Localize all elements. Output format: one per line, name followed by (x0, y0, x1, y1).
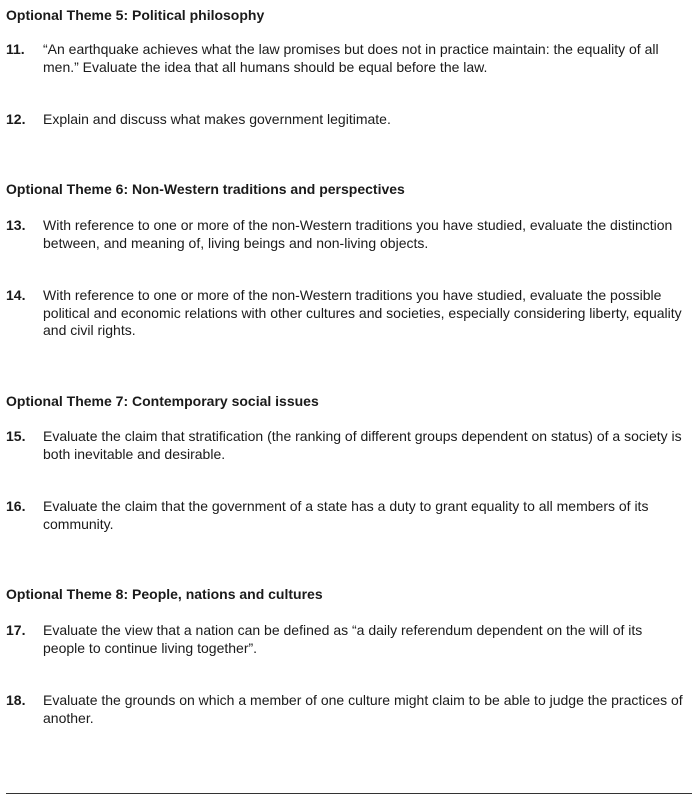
question-text: Evaluate the grounds on which a member of one culture might claim to be able to judge the practices of another. (43, 692, 683, 726)
question-11 (6, 41, 686, 76)
question-number: 15. (6, 428, 26, 444)
question-text: Evaluate the view that a nation can be defined as “a daily referendum dependent on the will of its people to continue living together”. (43, 622, 643, 656)
question-17 (6, 622, 686, 657)
question-number: 16. (6, 498, 26, 514)
question-number: 18. (6, 692, 26, 708)
footer-divider (6, 793, 692, 794)
question-number: 17. (6, 622, 26, 638)
question-text: Explain and discuss what makes government legitimate. (43, 111, 391, 127)
question-number: 12. (6, 111, 26, 127)
theme-8-heading: Optional Theme 8: People, nations and cultures (6, 586, 323, 602)
question-text: Evaluate the claim that the government of a state has a duty to grant equality to all members of its community. (43, 498, 649, 532)
theme-7-heading: Optional Theme 7: Contemporary social issues (6, 393, 319, 409)
question-14 (6, 287, 686, 340)
question-13 (6, 217, 686, 252)
question-text: With reference to one or more of the non-Western traditions you have studied, evaluate the possible political and economic relations with other cultures and societies, especially considering liberty, equality and civil rights. (43, 287, 682, 338)
question-18 (6, 692, 686, 727)
theme-6-heading: Optional Theme 6: Non-Western traditions and perspectives (6, 181, 405, 197)
question-number: 14. (6, 287, 26, 303)
question-15 (6, 428, 686, 463)
question-16 (6, 498, 686, 533)
question-number: 13. (6, 217, 26, 233)
theme-5-heading: Optional Theme 5: Political philosophy (6, 7, 265, 23)
question-number: 11. (6, 41, 25, 57)
question-text: “An earthquake achieves what the law promises but does not in practice maintain: the equality of all men.” Evaluate the idea that all humans should be equal before the law. (43, 41, 659, 75)
question-text: With reference to one or more of the non-Western traditions you have studied, evaluate the distinction between, and meaning of, living beings and non-living objects. (43, 217, 673, 251)
question-12 (6, 111, 686, 129)
question-text: Evaluate the claim that stratification (the ranking of different groups dependent on status) of a society is both inevitable and desirable. (43, 428, 682, 462)
